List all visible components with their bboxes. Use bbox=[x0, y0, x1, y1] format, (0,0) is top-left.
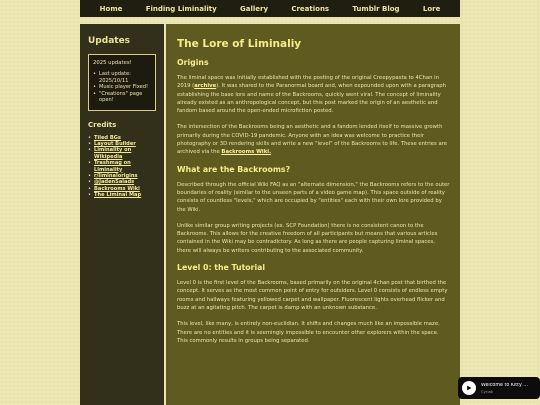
credits-list bbox=[88, 135, 156, 199]
what-paragraph-2: Unlike similar group writing projects (ex. SCP Foundation) there is no consistent canon to the Backrooms. This allows for the creative freedom of all participants but means that various articles contained in the Wiki may be contradictory. As long as there are people capturing liminal spaces, there will always be writers contributing to the associated community. bbox=[177, 222, 438, 254]
what-paragraph-1: Described through the official Wiki FAQ as an "alternate dimension," the Backrooms refers to the outer boundaries of reality (similar to the unseen parts of a video game map). This space outside of reality consists of countless "levels," which are occupied by "entities" each with their own lore provided by the Wiki. bbox=[177, 181, 450, 213]
level0-paragraph-1: Level 0 is the first level of the Backrooms, based primarily on the original 4chan post that birthed the concept. It serves as the most common point of entry for outsiders. Level 0 consists of endless empty rooms and hallways featuring yellowed carpet and wallpaper. Fluorescent lights overhead flicker and buzz at an agitating pitch. The carpet is damp with an unknown substance. bbox=[177, 280, 448, 311]
credit-link-tiled-bgs[interactable]: Tiled BGs bbox=[94, 134, 121, 141]
page-title: The Lore of Liminaliy bbox=[177, 38, 302, 50]
level0-paragraph-2: This level, like many, is entirely non-euclidian. It shifts and changes much like an impossible maze. There are no entities and it is seemingly impossible to encounter other explorers within the space. This commonly results in groups being separated. bbox=[177, 321, 440, 344]
what-are-backrooms-heading: What are the Backrooms? bbox=[177, 164, 291, 174]
credit-link-wikipedia[interactable]: Liminality on Wikipedia bbox=[94, 147, 132, 160]
origins-heading: Origins bbox=[177, 58, 209, 67]
play-button[interactable] bbox=[462, 381, 476, 395]
nav-home[interactable]: Home bbox=[99, 4, 123, 13]
player-info bbox=[481, 383, 528, 394]
origins-paragraph-1 bbox=[177, 74, 450, 115]
credit-link-backrooms-wiki[interactable]: Backrooms Wiki bbox=[94, 185, 140, 192]
player-track-title: Welcome to Kitty ... bbox=[481, 382, 528, 388]
credit-link-trashmag[interactable]: Trashmag on Liminality bbox=[94, 160, 131, 173]
music-player bbox=[458, 377, 540, 399]
credit-link-layout-builder[interactable]: Layout Builder bbox=[94, 140, 136, 147]
updates-list bbox=[93, 71, 151, 104]
backrooms-wiki-link[interactable]: Backrooms Wiki. bbox=[221, 149, 272, 156]
top-navbar bbox=[80, 0, 460, 17]
updates-heading: Updates bbox=[88, 36, 131, 46]
credit-link-liminal-map[interactable]: The Liminal Map bbox=[94, 192, 142, 199]
updates-box bbox=[88, 54, 156, 111]
origins-paragraph-2 bbox=[177, 123, 450, 156]
credit-link-jadensalads[interactable]: @JadenSalads bbox=[94, 179, 135, 186]
sidebar bbox=[80, 24, 164, 405]
origins-p2-text: The intersection of the Backrooms being an aesthetic and a fandom lended itself to massive growth primarily during the COVID-19 pandemic. Anyone with an idea was welcome to practice their photography or 3D rendering skills and write a new "level" of the Backrooms to life. These entries are archived via the bbox=[177, 124, 448, 156]
update-item: • Last update: 2025/10/11 bbox=[93, 71, 151, 84]
credit-link-liminalorigins[interactable]: r/liminalorigins bbox=[94, 172, 138, 179]
main-content bbox=[166, 24, 460, 405]
player-artist: Cyriak bbox=[481, 388, 494, 394]
updates-title: 2025 updates! bbox=[93, 60, 132, 66]
credit-item bbox=[88, 160, 156, 173]
credits-heading: Credits bbox=[88, 120, 117, 129]
archive-link[interactable]: archive bbox=[194, 83, 217, 90]
level0-heading: Level 0: the Tutorial bbox=[177, 263, 266, 273]
play-icon bbox=[466, 385, 472, 391]
credit-item bbox=[88, 147, 156, 160]
nav-gallery[interactable]: Gallery bbox=[239, 4, 269, 13]
update-item: • Music player Fixed! bbox=[93, 84, 151, 91]
origins-p1-text-b: ). It was shared to the Paranormal board and, when expounded upon with a paragraph establishing the base lore and name of the Backrooms, quickly went viral. The concept of liminality already existed as an anthropological concept, but this post marked the origin of an aesthetic and fandom based around the open-ended microfiction posted. bbox=[177, 83, 446, 115]
nav-creations[interactable]: Creations bbox=[291, 4, 330, 13]
update-item: • "Creations" page open! bbox=[93, 91, 151, 104]
nav-finding-liminality[interactable]: Finding Liminality bbox=[145, 4, 217, 13]
credit-item bbox=[88, 192, 156, 198]
nav-tumblr-blog[interactable]: Tumblr Blog bbox=[352, 4, 400, 13]
nav-lore[interactable]: Lore bbox=[422, 4, 441, 13]
origins-p1-text-a: The liminal space was initially established with the posting of the original Creepypasta to 4Chan in 2019 ( bbox=[177, 75, 439, 90]
